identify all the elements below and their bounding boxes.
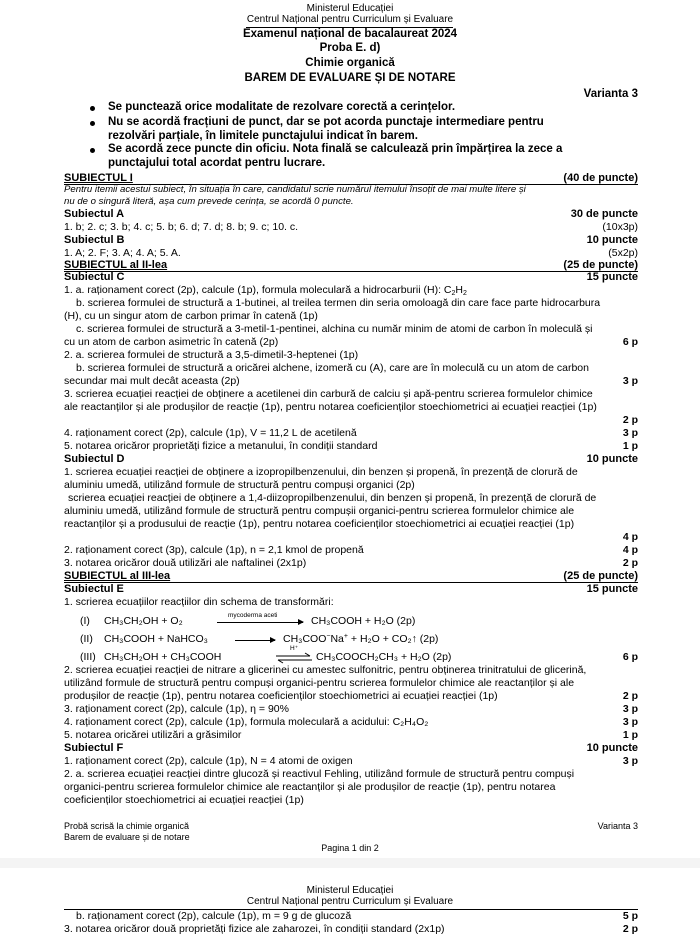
eq2-reactants: CH₃COOH + NaHCO₃	[104, 633, 208, 645]
page-2	[0, 868, 700, 936]
c1b-line2: (H), cu un singur atom de carbon primar în catenă (1p)	[64, 310, 318, 322]
bullet-3-line1: Se acordă zece puncte din oficiu. Nota finală se calculează prin împărțirea la zece a	[108, 143, 563, 155]
e2-line1: 2. scrierea ecuației reacției de nitrare a glicerinei cu amestec sulfonitric, pentru obținerea trinitratului de glicerină,	[64, 664, 587, 676]
bullet-dot	[90, 121, 95, 126]
s1-title: SUBIECTUL I	[64, 172, 133, 184]
footer-variant: Varianta 3	[597, 821, 638, 831]
c1b-line1: b. scrierea formulei de structură a 1-butinei, al treilea termen din seria omoloagă din care face parte hidrocarbura	[76, 297, 601, 309]
c2-score: 3 p	[622, 375, 638, 387]
c5-line: 5. notarea oricăror proprietăți fizice a metanului, în condiții standard	[64, 440, 378, 452]
footer-left-line2: Barem de evaluare și de notare	[64, 832, 190, 842]
bullet-dot	[90, 106, 95, 111]
eq1-arrow	[217, 622, 303, 623]
c3-line2: ale reactanților și ale produșilor de reacție (1p), pentru notarea coeficienților stoechiometrici ai ecuației reacției (1p)	[64, 401, 597, 413]
bullet-2-line2: rezolvări parțiale, în limitele punctajului indicat în barem.	[108, 130, 418, 142]
page-number: Pagina 1 din 2	[321, 843, 379, 853]
eq1-number: (I)	[80, 615, 90, 627]
subiect-d-points: 10 puncte	[586, 453, 638, 465]
d1-line1: 1. scrierea ecuației reacției de obținere a izopropilbenzenului, din benzen și propenă, în prezență de clorură de	[64, 466, 578, 478]
bullet-1: Se punctează orice modalitate de rezolvare corectă a cerințelor.	[108, 101, 456, 113]
subiect-b-points: 10 puncte	[586, 234, 638, 246]
subject-title: Chimie organică	[305, 57, 395, 69]
d3-line: 3. notarea oricăror două utilizări ale naftalinei (2x1p)	[64, 557, 307, 569]
d2-score: 4 p	[622, 544, 638, 556]
s3-rule	[64, 582, 638, 583]
c1c-line1: c. scrierea formulei de structură a 3-metil-1-pentinei, alchina cu număr minim de atomi de carbon în moleculă și	[76, 323, 593, 335]
c3-line1: 3. scrierea ecuației reacției de obținere a acetilenei din carbură de calciu și apă-pentru scrierea formulelor chimice	[64, 388, 593, 400]
f1-line: 1. raționament corect (2p), calcule (1p), N = 4 atomi de oxigen	[64, 755, 353, 767]
eq3-catalyst: H⁺	[290, 645, 299, 652]
s1-note-line1: Pentru itemii acestui subiect, în situația în care, candidatul scrie numărul itemului însoțit de mai multe litere și	[64, 184, 526, 195]
e4-score: 3 p	[622, 716, 638, 728]
s1-note-line2: nu de o singură literă, așa cum prevede cerința, se acordă 0 puncte.	[64, 196, 354, 207]
s3-points: (25 de puncte)	[563, 570, 638, 582]
d1-line5: reactanților și a produsului de reacție (1p), pentru notarea coeficienților stoechiometrici ai ecuației reacției (1p)	[64, 518, 575, 530]
subiect-b-score: (5x2p)	[608, 247, 638, 259]
e2-line3: produșilor de reacție (1p), pentru notarea coeficienților stoechiometrici ai ecuației reacției (1p)	[64, 690, 498, 702]
bullet-dot	[90, 148, 95, 153]
f1-score: 3 p	[622, 755, 638, 767]
d1-line4: aluminiu umedă, utilizând formule de structură pentru compușii organici-pentru scrierea formulelor chimice ale	[64, 505, 575, 517]
c1c-line2: cu un atom de carbon asimetric în catenă (2p)	[64, 336, 279, 348]
e2-line2: utilizând formule de structură pentru compuși organici-pentru scrierea formulelor chimice ale reactanților și ale	[64, 677, 575, 689]
subiect-f-points: 10 puncte	[586, 742, 638, 754]
eq1-products: CH₃COOH + H₂O (2p)	[311, 615, 416, 627]
d3-score: 2 p	[622, 557, 638, 569]
barem-title: BAREM DE EVALUARE ȘI DE NOTARE	[244, 72, 456, 84]
f2-line2: organici-pentru scrierea formulelor chimice ale reactanților și ale produșilor de reacție (1p), pentru notarea	[64, 781, 556, 793]
eq2-number: (II)	[80, 633, 93, 645]
eq3-products: CH₃COOCH₂CH₃ + H₂O (2p)	[316, 651, 452, 663]
s1-points: (40 de puncte)	[563, 172, 638, 184]
e1-score: 6 p	[622, 651, 638, 663]
ministry-header: Ministerul Educației	[306, 3, 394, 14]
s3-title: SUBIECTUL al III-lea	[64, 570, 171, 582]
variant-label: Varianta 3	[583, 88, 638, 100]
f2-line1: 2. a. scrierea ecuației reacției dintre glucoză și reactivul Fehling, utilizând formule de structură pentru compuși	[64, 768, 575, 780]
c1-score: 6 p	[622, 336, 638, 348]
c3-score: 2 p	[622, 414, 638, 426]
subiect-c-title: Subiectul C	[64, 271, 125, 283]
e5-line: 5. notarea oricărei utilizări a grăsimilor	[64, 729, 242, 741]
page2-ministry: Ministerul Educației	[306, 885, 394, 896]
d2-line: 2. raționament corect (3p), calcule (1p), n = 2,1 kmol de propenă	[64, 544, 364, 556]
c4-line: 4. raționament corect (2p), calcule (1p), V = 11,2 L de acetilenă	[64, 427, 357, 439]
d1-line3: scrierea ecuației reacției de obținere a 1,4-diizopropilbenzenului, din benzen și propenă, în prezență de clorură de	[68, 492, 597, 504]
subiect-b-title: Subiectul B	[64, 234, 125, 246]
page2-center: Centrul Național pentru Curriculum și Evaluare	[246, 896, 454, 907]
s2-rule	[64, 271, 638, 272]
subiect-f-title: Subiectul F	[64, 742, 124, 754]
subiect-a-points: 30 de puncte	[570, 208, 638, 220]
footer-left-line1: Probă scrisă la chimie organică	[64, 821, 190, 831]
s2-points: (25 de puncte)	[563, 259, 638, 271]
e1-line: 1. scrierea ecuațiilor reacțiilor din schema de transformări:	[64, 596, 334, 608]
d1-score: 4 p	[622, 531, 638, 543]
page2-line1-score: 5 p	[622, 910, 638, 922]
page2-line1: b. raționament corect (2p), calcule (1p), m = 9 g de glucoză	[76, 910, 352, 922]
eq3-equilibrium-arrow	[276, 652, 312, 664]
e2-score: 2 p	[622, 690, 638, 702]
center-header: Centrul Național pentru Curriculum și Evaluare	[246, 14, 454, 25]
subiect-c-points: 15 puncte	[586, 271, 638, 283]
e3-score: 3 p	[622, 703, 638, 715]
c2b-line1: b. scrierea formulei de structură a oricărei alchene, izomeră cu (A), care are în moleculă cu un atom de carbon	[76, 362, 589, 374]
c1a-line: 1. a. raționament corect (2p), calcule (1p), formula moleculară a hidrocarburii (H): $C_2H_2$	[64, 284, 467, 297]
s2-title: SUBIECTUL al II-lea	[64, 259, 168, 271]
proba-title: Proba E. d)	[319, 42, 381, 54]
eq1-reactants: CH₃CH₂OH + O₂	[104, 615, 183, 627]
exam-title: Examenul național de bacalaureat 2024	[242, 28, 458, 40]
eq1-catalyst: mycoderma aceti	[228, 612, 278, 619]
c2a-line: 2. a. scrierea formulei de structură a 3,5-dimetil-3-heptenei (1p)	[64, 349, 359, 361]
eq3-reactants: CH₃CH₂OH + CH₃COOH	[104, 651, 222, 663]
e5-score: 1 p	[622, 729, 638, 741]
d1-line2: aluminiu umedă, utilizând formule de structură pentru compuși organici (2p)	[64, 479, 415, 491]
bullet-3-line2: punctajului total acordat pentru lucrare.	[108, 157, 326, 169]
c4-score: 3 p	[622, 427, 638, 439]
bullet-2-line1: Nu se acordă fracțiuni de punct, dar se pot acorda punctaje intermediare pentru	[108, 116, 544, 128]
subiect-e-title: Subiectul E	[64, 583, 124, 595]
e4-line: 4. raționament corect (2p), calcule (1p), formula moleculară a acidului: C₂H₄O₂	[64, 716, 429, 728]
eq2-products: CH₃COO−Na+ + H₂O + CO₂↑ (2p)	[283, 633, 439, 645]
f2-line3: coeficienților stoechiometrici ai ecuației reacției (1p)	[64, 794, 304, 806]
eq3-number: (III)	[80, 651, 96, 663]
subiect-e-points: 15 puncte	[586, 583, 638, 595]
subiect-a-answers: 1. b; 2. c; 3. b; 4. c; 5. b; 6. d; 7. d; 8. b; 9. c; 10. c.	[64, 221, 299, 233]
c5-score: 1 p	[622, 440, 638, 452]
subiect-a-score: (10x3p)	[602, 221, 638, 233]
subiect-d-title: Subiectul D	[64, 453, 125, 465]
subiect-a-title: Subiectul A	[64, 208, 125, 220]
page2-line2-score: 2 p	[622, 923, 638, 935]
e3-line: 3. raționament corect (2p), calcule (1p), η = 90%	[64, 703, 289, 715]
page2-line2: 3. notarea oricăror două proprietăți fizice ale zaharozei, în condiții standard (2x1p)	[64, 923, 445, 935]
c2b-line2: secundar mai mult decât aceasta (2p)	[64, 375, 240, 387]
subiect-b-answers: 1. A; 2. F; 3. A; 4. A; 5. A.	[64, 247, 181, 259]
eq2-arrow	[235, 640, 275, 641]
